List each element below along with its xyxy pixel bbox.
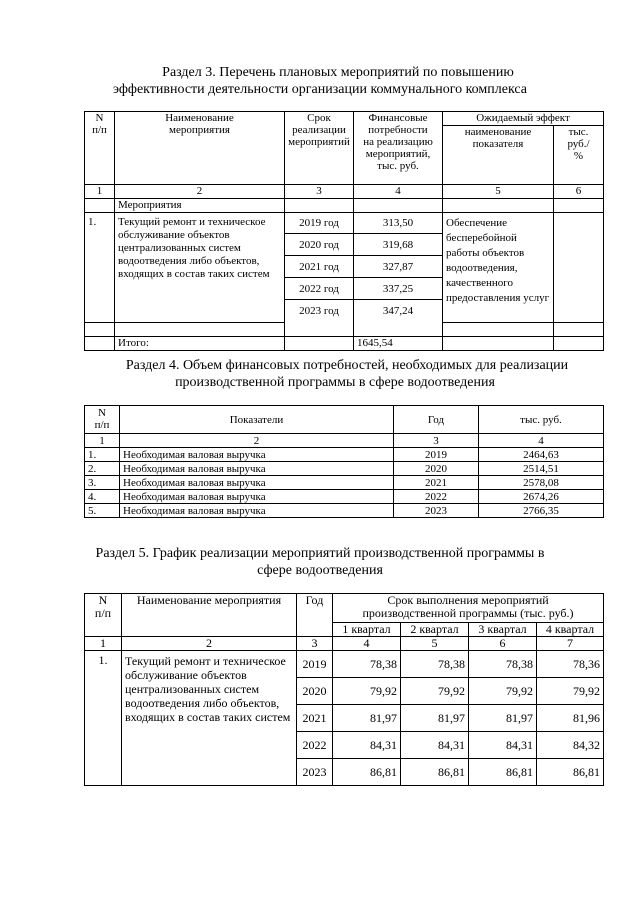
s4-row-year: 2021 xyxy=(394,476,479,490)
s5-colnum: 3 xyxy=(297,637,333,651)
s4-row-indicator: Необходимая валовая выручка xyxy=(120,490,394,504)
s3-spacer-row xyxy=(85,322,604,336)
s3-item-number: 1. xyxy=(85,213,115,323)
s3-header-name: Наименование мероприятия xyxy=(115,112,285,185)
section3-title-line1: Раздел 3. Перечень плановых мероприятий по повышению xyxy=(162,65,514,80)
table-row xyxy=(85,490,604,504)
s3-colnum: 6 xyxy=(554,185,604,199)
s4-column-numbers-row xyxy=(85,434,604,448)
s4-row-n: 3. xyxy=(85,476,120,490)
s3-header-effect-value: тыс. руб./ % xyxy=(554,126,604,185)
s5-row-q: 86,81 xyxy=(537,759,604,786)
s4-row-amount: 2674,26 xyxy=(479,490,604,504)
s5-item-number: 1. xyxy=(85,651,122,786)
s3-total-label: Итого: xyxy=(115,336,285,350)
s5-row-year: 2020 xyxy=(297,678,333,705)
s5-header-term: Срок выполнения мероприятий производственной программы (тыс. руб.) xyxy=(333,594,604,623)
s3-year: 2022 год xyxy=(285,278,354,300)
s5-header-quarter: 1 квартал xyxy=(333,623,401,637)
s4-header-amount: тыс. руб. xyxy=(479,406,604,434)
s4-row-amount: 2766,35 xyxy=(479,504,604,518)
s5-header-quarter: 3 квартал xyxy=(469,623,537,637)
s4-row-n: 5. xyxy=(85,504,120,518)
s4-colnum: 1 xyxy=(85,434,120,448)
s3-amount: 313,50 xyxy=(354,213,443,234)
section5-title-line2: сфере водоотведения xyxy=(257,563,383,578)
s3-year: 2021 год xyxy=(285,256,354,278)
s3-group-row xyxy=(85,199,604,213)
s5-row-year: 2023 xyxy=(297,759,333,786)
s3-year: 2019 год xyxy=(285,213,354,234)
s5-item-name: Текущий ремонт и техническое обслуживание объектов централизованных систем водоотведения либо объектов, входящих в состав таких систем xyxy=(122,651,297,786)
s4-row-indicator: Необходимая валовая выручка xyxy=(120,476,394,490)
s3-colnum: 4 xyxy=(354,185,443,199)
s4-row-indicator: Необходимая валовая выручка xyxy=(120,504,394,518)
s3-colnum: 2 xyxy=(115,185,285,199)
s5-row-q: 79,92 xyxy=(333,678,401,705)
s4-row-indicator: Необходимая валовая выручка xyxy=(120,448,394,462)
s5-colnum: 5 xyxy=(401,637,469,651)
s4-colnum: 3 xyxy=(394,434,479,448)
s5-row-year: 2021 xyxy=(297,705,333,732)
s5-colnum: 7 xyxy=(537,637,604,651)
s5-row-q: 81,96 xyxy=(537,705,604,732)
s5-row-year: 2022 xyxy=(297,732,333,759)
s5-header-year: Год xyxy=(297,594,333,637)
s5-row-q: 84,31 xyxy=(333,732,401,759)
table-row xyxy=(85,651,604,678)
s3-total-value: 1645,54 xyxy=(354,336,443,350)
s5-row-q: 81,97 xyxy=(469,705,537,732)
s3-amount: 337,25 xyxy=(354,278,443,300)
s3-item-row xyxy=(85,213,604,234)
s4-row-amount: 2578,08 xyxy=(479,476,604,490)
s3-year: 2023 год xyxy=(285,300,354,323)
s5-row-q: 78,38 xyxy=(333,651,401,678)
s4-row-n: 1. xyxy=(85,448,120,462)
s3-group-label: Мероприятия xyxy=(115,199,285,213)
s3-header-n: N п/п xyxy=(85,112,115,185)
s5-row-q: 78,38 xyxy=(401,651,469,678)
s3-amount: 319,68 xyxy=(354,234,443,256)
s5-header-name: Наименование мероприятия xyxy=(122,594,297,637)
s5-row-q: 84,31 xyxy=(469,732,537,759)
s3-year: 2020 год xyxy=(285,234,354,256)
s4-row-amount: 2514,51 xyxy=(479,462,604,476)
s4-row-year: 2020 xyxy=(394,462,479,476)
s4-colnum: 2 xyxy=(120,434,394,448)
s5-colnum: 6 xyxy=(469,637,537,651)
s5-header-n: N п/п xyxy=(85,594,122,637)
s3-item-name: Текущий ремонт и техническое обслуживание объектов централизованных систем водоотведения либо объектов, входящих в состав таких систем xyxy=(115,213,285,323)
s4-header-indicator: Показатели xyxy=(120,406,394,434)
s4-colnum: 4 xyxy=(479,434,604,448)
s3-header-effect-name: наименование показателя xyxy=(443,126,554,185)
s3-header-effect: Ожидаемый эффект xyxy=(443,112,604,126)
s4-row-indicator: Необходимая валовая выручка xyxy=(120,462,394,476)
s5-colnum: 1 xyxy=(85,637,122,651)
s5-header-quarter: 2 квартал xyxy=(401,623,469,637)
s5-row-q: 81,97 xyxy=(401,705,469,732)
s4-header-year: Год xyxy=(394,406,479,434)
section5-table xyxy=(84,593,604,786)
table-row xyxy=(85,448,604,462)
s3-amount: 327,87 xyxy=(354,256,443,278)
s5-header-quarter: 4 квартал xyxy=(537,623,604,637)
s3-colnum: 1 xyxy=(85,185,115,199)
s5-colnum: 4 xyxy=(333,637,401,651)
s3-column-numbers-row xyxy=(85,185,604,199)
s3-effect-value xyxy=(554,213,604,323)
s5-row-q: 78,38 xyxy=(469,651,537,678)
table-row xyxy=(85,476,604,490)
s5-row-q: 84,31 xyxy=(401,732,469,759)
table-row xyxy=(85,504,604,518)
s3-amount: 347,24 xyxy=(354,300,443,323)
section5-title xyxy=(40,545,600,579)
s5-colnum: 2 xyxy=(122,637,297,651)
section5-title-line1: Раздел 5. График реализации мероприятий производственной программы в xyxy=(95,546,545,561)
s4-row-year: 2019 xyxy=(394,448,479,462)
s5-row-q: 84,32 xyxy=(537,732,604,759)
section3-title-line2: эффективности деятельности организации коммунального комплекса xyxy=(112,82,528,97)
s4-row-year: 2023 xyxy=(394,504,479,518)
s5-row-q: 78,36 xyxy=(537,651,604,678)
s5-row-q: 86,81 xyxy=(333,759,401,786)
section4-table xyxy=(84,405,604,518)
s5-row-q: 79,92 xyxy=(537,678,604,705)
s5-row-q: 86,81 xyxy=(469,759,537,786)
s4-row-amount: 2464,63 xyxy=(479,448,604,462)
s5-row-q: 79,92 xyxy=(469,678,537,705)
section4-title-line2: производственной программы в сфере водоотведения xyxy=(175,375,495,390)
s5-column-numbers-row xyxy=(85,637,604,651)
s3-colnum: 3 xyxy=(285,185,354,199)
s5-row-q: 79,92 xyxy=(401,678,469,705)
s3-colnum: 5 xyxy=(443,185,554,199)
section4-title-line1: Раздел 4. Объем финансовых потребностей, необходимых для реализации xyxy=(125,358,569,373)
table-row xyxy=(85,462,604,476)
s4-row-n: 2. xyxy=(85,462,120,476)
section3-title xyxy=(40,64,600,98)
s5-row-q: 86,81 xyxy=(401,759,469,786)
s5-row-year: 2019 xyxy=(297,651,333,678)
s5-row-q: 81,97 xyxy=(333,705,401,732)
s3-header-term: Срок реализации мероприятий xyxy=(285,112,354,185)
section4-title xyxy=(40,357,600,391)
s3-effect-text: Обеспечение бесперебойной работы объектов водоотведения, качественного предоставления услуг xyxy=(443,213,554,323)
s3-total-row xyxy=(85,336,604,350)
s3-header-finance: Финансовые потребности на реализацию мероприятий, тыс. руб. xyxy=(354,112,443,185)
s4-header-n: N п/п xyxy=(85,406,120,434)
section3-table xyxy=(84,111,604,351)
s4-row-n: 4. xyxy=(85,490,120,504)
s4-row-year: 2022 xyxy=(394,490,479,504)
